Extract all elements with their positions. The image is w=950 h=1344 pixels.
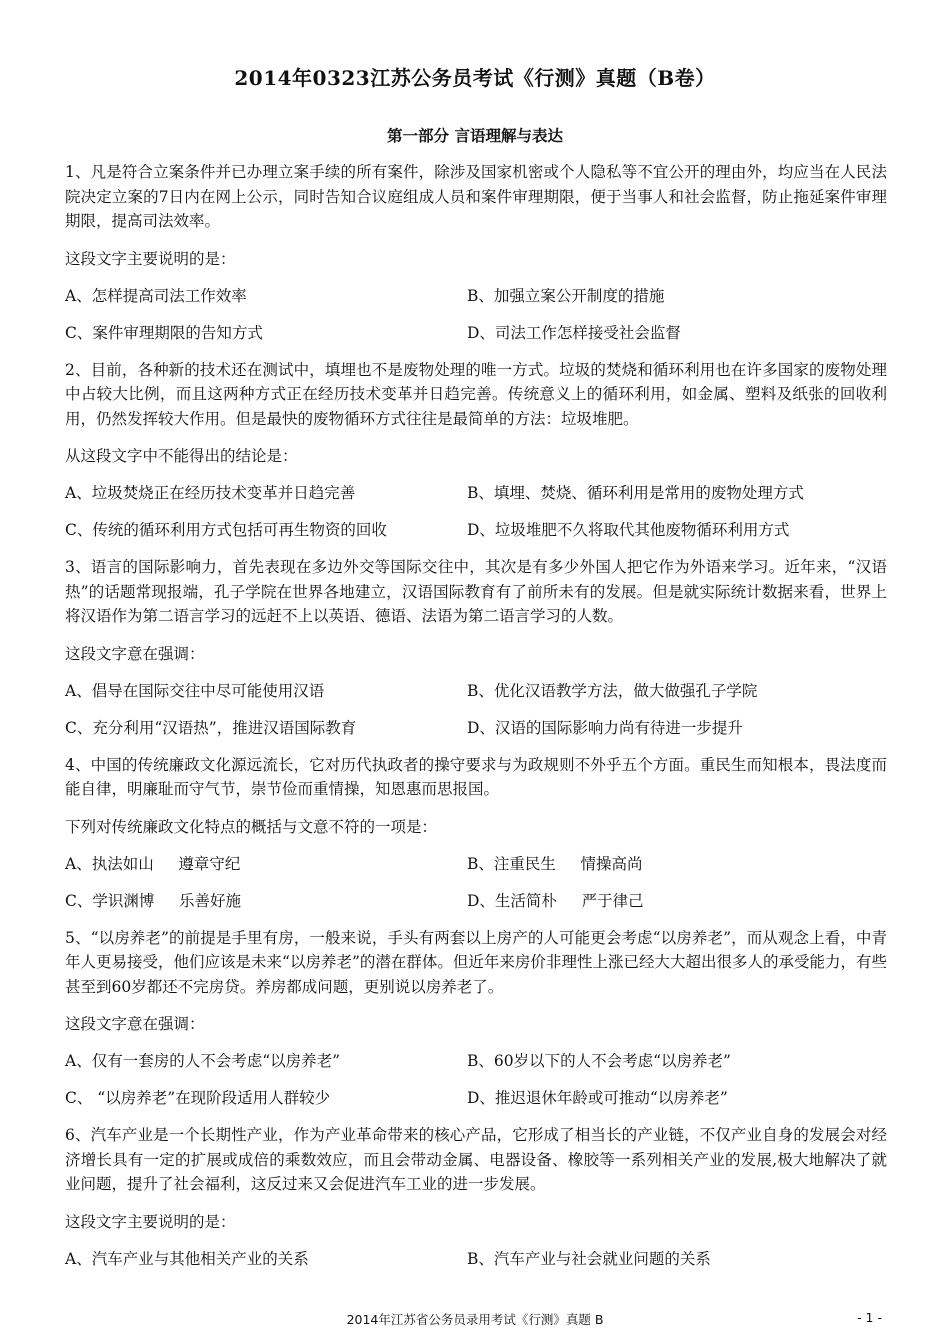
option-b: B、汽车产业与社会就业问题的关系 <box>467 1249 711 1268</box>
option-a: A、仅有一套房的人不会考虑“以房养老” <box>65 1052 341 1070</box>
option-b: B、加强立案公开制度的措施 <box>467 286 665 305</box>
question-text: 1、凡是符合立案条件并已办理立案手续的所有案件，除涉及国家机密或个人隐私等不宜公开的理由外，均应当在人民法院决定立案的7日内在网上公示，同时告知合议庭组成人员和案件审理期限，便于当事人和社会监督，防止拖延案件审理期限，提高司法效率。 <box>65 163 887 230</box>
options <box>65 284 887 345</box>
option-b: B、注重民生 情操高尚 <box>467 854 643 873</box>
option-d: D、司法工作怎样接受社会监督 <box>467 323 681 342</box>
option-c: C、充分利用“汉语热”，推进汉语国际教育 <box>65 718 357 737</box>
options <box>65 1049 887 1110</box>
question-stem: 从这段文字中不能得出的结论是： <box>65 447 298 465</box>
options <box>65 1247 887 1271</box>
option-d: D、推迟退休年龄或可推动“以房养老” <box>467 1089 728 1107</box>
option-b: B、优化汉语教学方法，做大做强孔子学院 <box>467 681 758 700</box>
question-stem: 下列对传统廉政文化特点的概括与文意不符的一项是： <box>65 817 438 836</box>
question-text: 6、汽车产业是一个长期性产业，作为产业革命带来的核心产品，它形成了相当长的产业链，不仅产业自身的发展会对经济增长具有一定的扩展或成倍的乘数效应，而且会带动金属、电器设备、橡胶等一系列相关产业的发展,极大地解决了就业问题，提升了社会福利，这反过来又会促进汽车工业的进一步发展。 <box>65 1126 887 1193</box>
option-d: D、生活简朴 严于律己 <box>467 891 644 910</box>
page-footer: 2014年江苏省公务员录用考试《行测》真题 B <box>346 1312 604 1327</box>
options <box>65 481 887 542</box>
option-b: B、60岁以下的人不会考虑“以房养老” <box>467 1052 731 1070</box>
option-c: C、案件审理期限的告知方式 <box>65 323 263 342</box>
questions-list <box>65 160 887 1284</box>
option-d: D、垃圾堆肥不久将取代其他废物循环利用方式 <box>467 521 790 539</box>
options <box>65 852 887 913</box>
page-number: - 1 - <box>857 1310 882 1325</box>
question-text: 2、目前，各种新的技术还在测试中，填埋也不是废物处理的唯一方式。垃圾的焚烧和循环利用也在许多国家的废物处理中占较大比例，而且这两种方式正在经历技术变革并日趋完善。传统意义上的循环利用，如金属、塑料及纸张的回收利用，仍然发挥较大作用。但是最快的废物循环方式往往是最简单的方法：垃圾堆肥。 <box>65 360 887 428</box>
option-a: A、汽车产业与其他相关产业的关系 <box>65 1249 309 1268</box>
question-stem: 这段文字意在强调： <box>65 644 205 663</box>
question-text: 4、中国的传统廉政文化源远流长，它对历代执政者的操守要求与为政规则不外乎五个方面。重民生而知根本，畏法度而能自律，明廉耻而守气节，崇节俭而重情操，知恩惠而思报国。 <box>65 755 887 798</box>
document-title: 2014年0323江苏公务员考试《行测》真题（B卷） <box>234 66 716 90</box>
question-text: 3、语言的国际影响力，首先表现在多边外交等国际交往中，其次是有多少外国人把它作为外语来学习。近年来，“汉语热”的话题常现报端，孔子学院在世界各地建立，汉语国际教育有了前所未有的发展。但是就实际统计数据来看，世界上将汉语作为第二语言学习的远赶不上以英语、德语、法语为第二语言学习的人数。 <box>65 558 887 625</box>
question-5 <box>65 926 887 1111</box>
option-a: A、垃圾焚烧正在经历技术变革并日趋完善 <box>65 484 356 502</box>
option-c: C、传统的循环利用方式包括可再生物资的回收 <box>65 521 387 539</box>
question-2 <box>65 358 887 543</box>
option-b: B、填埋、焚烧、循环利用是常用的废物处理方式 <box>467 484 804 502</box>
option-a: A、倡导在国际交往中尽可能使用汉语 <box>65 681 325 700</box>
options <box>65 679 887 740</box>
option-d: D、汉语的国际影响力尚有待进一步提升 <box>467 718 743 737</box>
question-3 <box>65 555 887 740</box>
question-stem: 这段文字主要说明的是： <box>65 1212 236 1231</box>
option-a: A、怎样提高司法工作效率 <box>65 286 247 305</box>
question-stem: 这段文字意在强调： <box>65 1015 205 1033</box>
question-text: 5、“以房养老”的前提是手里有房，一般来说，手头有两套以上房产的人可能更会考虑“以房养老”，而从观念上看，中青年人更易接受，他们应该是未来“以房养老”的潜在群体。但近年来房价非理性上涨已经大大超出很多人的承受能力，有些甚至到60岁都还不完房贷。养房都成问题，更别说以房养老了。 <box>65 928 887 996</box>
question-4 <box>65 753 887 913</box>
option-c: C、学识渊博 乐善好施 <box>65 891 241 910</box>
question-1 <box>65 160 887 345</box>
question-6 <box>65 1123 887 1271</box>
option-a: A、执法如山 遵章守纪 <box>65 854 241 873</box>
option-c: C、 “以房养老”在现阶段适用人群较少 <box>65 1089 331 1107</box>
question-stem: 这段文字主要说明的是： <box>65 249 236 268</box>
section-heading: 第一部分 言语理解与表达 <box>387 126 563 145</box>
